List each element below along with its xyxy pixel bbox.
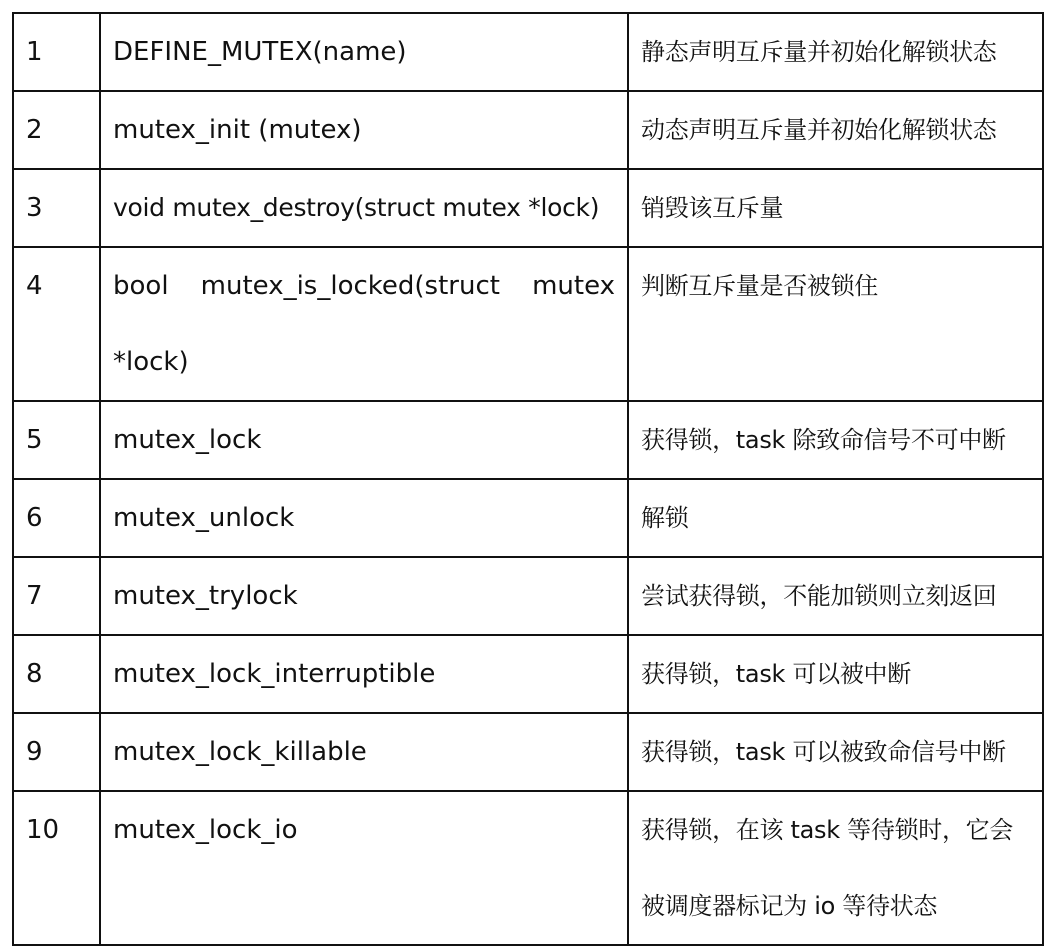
api-name: mutex_lock_interruptible [100, 635, 628, 713]
api-name: mutex_lock [100, 401, 628, 479]
api-description: 动态声明互斥量并初始化解锁状态 [628, 91, 1043, 169]
table-row [13, 91, 1043, 169]
table-row [13, 247, 1043, 401]
row-number: 9 [13, 713, 100, 791]
api-name: mutex_unlock [100, 479, 628, 557]
mutex-api-table [12, 12, 1044, 946]
api-name: mutex_init (mutex) [100, 91, 628, 169]
api-description: 静态声明互斥量并初始化解锁状态 [628, 13, 1043, 91]
table-row [13, 169, 1043, 247]
api-description: 判断互斥量是否被锁住 [628, 247, 1043, 401]
api-description: 获得锁，task 可以被中断 [628, 635, 1043, 713]
row-number: 6 [13, 479, 100, 557]
table-row [13, 791, 1043, 945]
table-row [13, 557, 1043, 635]
table-row [13, 635, 1043, 713]
row-number: 4 [13, 247, 100, 401]
api-description: 解锁 [628, 479, 1043, 557]
api-name: DEFINE_MUTEX(name) [100, 13, 628, 91]
api-word: mutex [532, 271, 615, 301]
row-number: 3 [13, 169, 100, 247]
api-description-line: 被调度器标记为 io 等待状态 [641, 892, 938, 920]
api-name: mutex_lock_io [100, 791, 628, 945]
api-description [628, 791, 1043, 945]
row-number: 5 [13, 401, 100, 479]
api-description: 销毁该互斥量 [628, 169, 1043, 247]
api-name-line [113, 248, 615, 324]
row-number: 7 [13, 557, 100, 635]
api-name-line: *lock) [113, 347, 189, 377]
row-number: 1 [13, 13, 100, 91]
table-row [13, 479, 1043, 557]
row-number: 8 [13, 635, 100, 713]
row-number: 2 [13, 91, 100, 169]
api-description-line: 获得锁，在该 task 等待锁时，它会 [641, 816, 1014, 844]
api-word: mutex_is_locked(struct [200, 271, 500, 301]
api-name [100, 247, 628, 401]
table-row [13, 13, 1043, 91]
api-description: 获得锁，task 除致命信号不可中断 [628, 401, 1043, 479]
table-row [13, 713, 1043, 791]
row-number: 10 [13, 791, 100, 945]
api-name: mutex_trylock [100, 557, 628, 635]
api-name: mutex_lock_killable [100, 713, 628, 791]
api-description: 尝试获得锁，不能加锁则立刻返回 [628, 557, 1043, 635]
api-description: 获得锁，task 可以被致命信号中断 [628, 713, 1043, 791]
api-name: void mutex_destroy(struct mutex *lock) [100, 169, 628, 247]
api-word: bool [113, 271, 169, 301]
table-row [13, 401, 1043, 479]
